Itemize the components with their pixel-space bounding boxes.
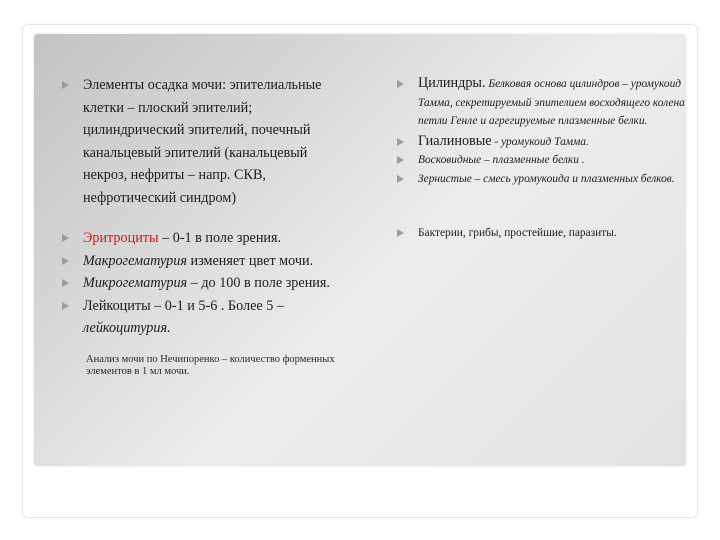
macrohematuria-term: Макрогематурия bbox=[83, 252, 187, 269]
waxy-text: Восковидные – плазменные белки . bbox=[418, 154, 585, 166]
list-item-erythrocytes bbox=[50, 227, 355, 250]
list-item-hyaline bbox=[385, 132, 685, 152]
microhematuria-term: Микрогематурия bbox=[83, 275, 188, 291]
erythrocytes-term: Эритроциты bbox=[83, 230, 159, 246]
casts-text: Белковая основа цилиндров – уромукоид Тамма, секретируемый эпителием восходящего колена петли Генле и агрегируемые плазменные белки. bbox=[418, 78, 685, 127]
bullet-icon bbox=[397, 80, 404, 88]
hyaline-term: Гиалиновые bbox=[418, 132, 492, 149]
macrohematuria-text: изменяет цвет мочи. bbox=[186, 252, 314, 269]
microhematuria-text: – до 100 в поле зрения. bbox=[187, 275, 330, 291]
list-item-microorganisms bbox=[385, 224, 685, 243]
bullet-icon bbox=[62, 234, 69, 242]
bullet-icon bbox=[397, 156, 404, 164]
bullet-icon bbox=[62, 279, 69, 287]
granular-text: Зернистые – смесь уромукоида и плазменных белков. bbox=[418, 172, 675, 185]
right-column bbox=[385, 74, 685, 243]
left-column bbox=[50, 74, 355, 378]
list-item-microhematuria bbox=[50, 272, 355, 295]
list-item-macrohematuria bbox=[50, 250, 355, 273]
bullet-icon bbox=[397, 175, 404, 183]
sediment-elements-text: Элементы осадка мочи: эпителиальные клетки – плоский эпителий; цилиндрический эпителий, почечный канальцевый эпителий (канальцевый некроз, нефриты – напр. СКВ, нефротический синдром) bbox=[83, 77, 322, 206]
list-item-waxy bbox=[385, 151, 685, 170]
list-item-sediment-elements bbox=[50, 74, 355, 209]
microorganisms-text: Бактерии, грибы, простейшие, паразиты. bbox=[418, 227, 617, 239]
bullet-icon bbox=[62, 302, 69, 310]
bullet-icon bbox=[62, 81, 69, 89]
nechiporenko-note: Анализ мочи по Нечипоренко – количество форменных элементов в 1 мл мочи. bbox=[86, 353, 335, 377]
left-bullet-list bbox=[50, 74, 355, 340]
list-item-leukocytes bbox=[50, 295, 355, 340]
bullet-icon bbox=[62, 257, 69, 265]
leukocytes-text: Лейкоциты – 0-1 и 5-6 . Более 5 – bbox=[83, 297, 284, 314]
right-bullet-list bbox=[385, 74, 685, 243]
erythrocytes-text: – 0-1 в поле зрения. bbox=[158, 230, 282, 246]
list-item-casts bbox=[385, 74, 685, 131]
casts-term: Цилиндры. bbox=[418, 75, 486, 91]
hyaline-text: - уромукоид Тамма. bbox=[491, 135, 589, 148]
bullet-icon bbox=[397, 138, 404, 146]
leukocyturia-term: лейкоцитурия. bbox=[83, 320, 171, 336]
bullet-icon bbox=[397, 229, 404, 237]
list-item-granular bbox=[385, 170, 685, 189]
